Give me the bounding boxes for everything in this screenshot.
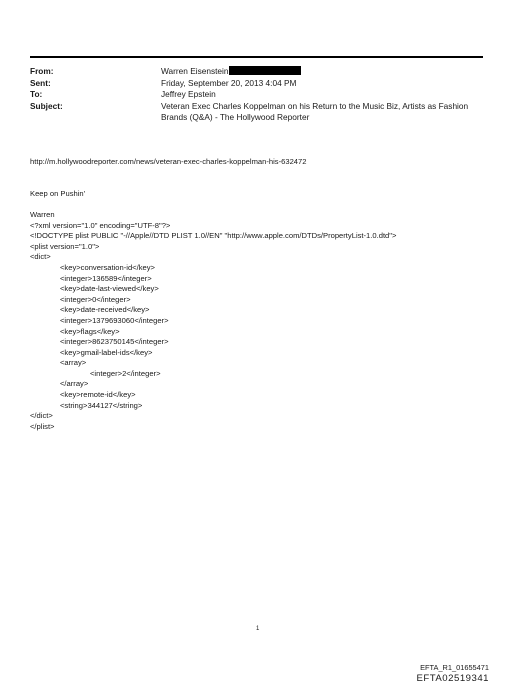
xml-declaration: <?xml version="1.0" encoding="UTF-8"?>: [30, 220, 171, 230]
efta-id-large: EFTA02519341: [416, 673, 489, 684]
plist-value: <string>344127</string>: [60, 400, 143, 410]
plist-key: <key>gmail-label-ids</key>: [60, 347, 153, 357]
plist-key: <key>date-last-viewed</key>: [60, 284, 159, 294]
header-rule: [30, 56, 483, 58]
plist-key: <key>remote-id</key>: [60, 390, 136, 400]
from-name: Warren Eisenstein: [161, 66, 229, 76]
subject-line-2: Brands (Q&A) - The Hollywood Reporter: [161, 112, 310, 122]
from-value: [161, 66, 483, 78]
array-close: </array>: [60, 379, 89, 389]
to-row: [30, 89, 483, 101]
subject-line-1: Veteran Exec Charles Koppelman on his Return to the Music Biz, Artists as Fashion: [161, 100, 469, 111]
to-label: To:: [30, 89, 43, 99]
plist-value: <integer>136589</integer>: [60, 273, 152, 283]
to-value: Jeffrey Epstein: [161, 89, 216, 99]
sent-value: Friday, September 20, 2013 4:04 PM: [161, 77, 297, 88]
subject-label: Subject:: [30, 100, 63, 111]
body-line-name: Warren: [30, 209, 55, 219]
plist-value: <integer>8623750145</integer>: [60, 337, 169, 347]
redaction-block: [229, 66, 301, 75]
plist-value: <integer>0</integer>: [60, 294, 131, 304]
plist-key: <key>conversation-id</key>: [60, 262, 155, 272]
xml-doctype: <!DOCTYPE plist PUBLIC "-//Apple//DTD PLIST 1.0//EN" "http://www.apple.com/DTDs/PropertyList-1.0.dtd">: [30, 231, 397, 241]
from-label: From:: [30, 66, 54, 76]
email-header: [30, 66, 483, 124]
efta-id-small: EFTA_R1_01655471: [420, 663, 489, 672]
array-open: <array>: [60, 358, 87, 368]
email-body: [30, 157, 490, 432]
plist-key: <key>flags</key>: [60, 326, 120, 336]
body-line-keep: Keep on Pushin': [30, 188, 86, 198]
plist-close: </plist>: [30, 421, 55, 431]
dict-close: </dict>: [30, 411, 53, 421]
sent-label: Sent:: [30, 77, 51, 88]
array-item: <integer>2</integer>: [90, 368, 161, 378]
plist-key: <key>date-received</key>: [60, 305, 150, 315]
plist-open: <plist version="1.0">: [30, 241, 100, 251]
plist-value: <integer>1379693060</integer>: [60, 315, 169, 325]
dict-open: <dict>: [30, 252, 51, 262]
page-number: 1: [256, 626, 260, 632]
article-url: http://m.hollywoodreporter.com/news/veteran-exec-charles-koppelman-his-632472: [30, 157, 307, 166]
subject-value: [161, 101, 483, 124]
from-row: [30, 66, 483, 78]
subject-row: [30, 101, 483, 124]
sent-row: [30, 78, 483, 90]
